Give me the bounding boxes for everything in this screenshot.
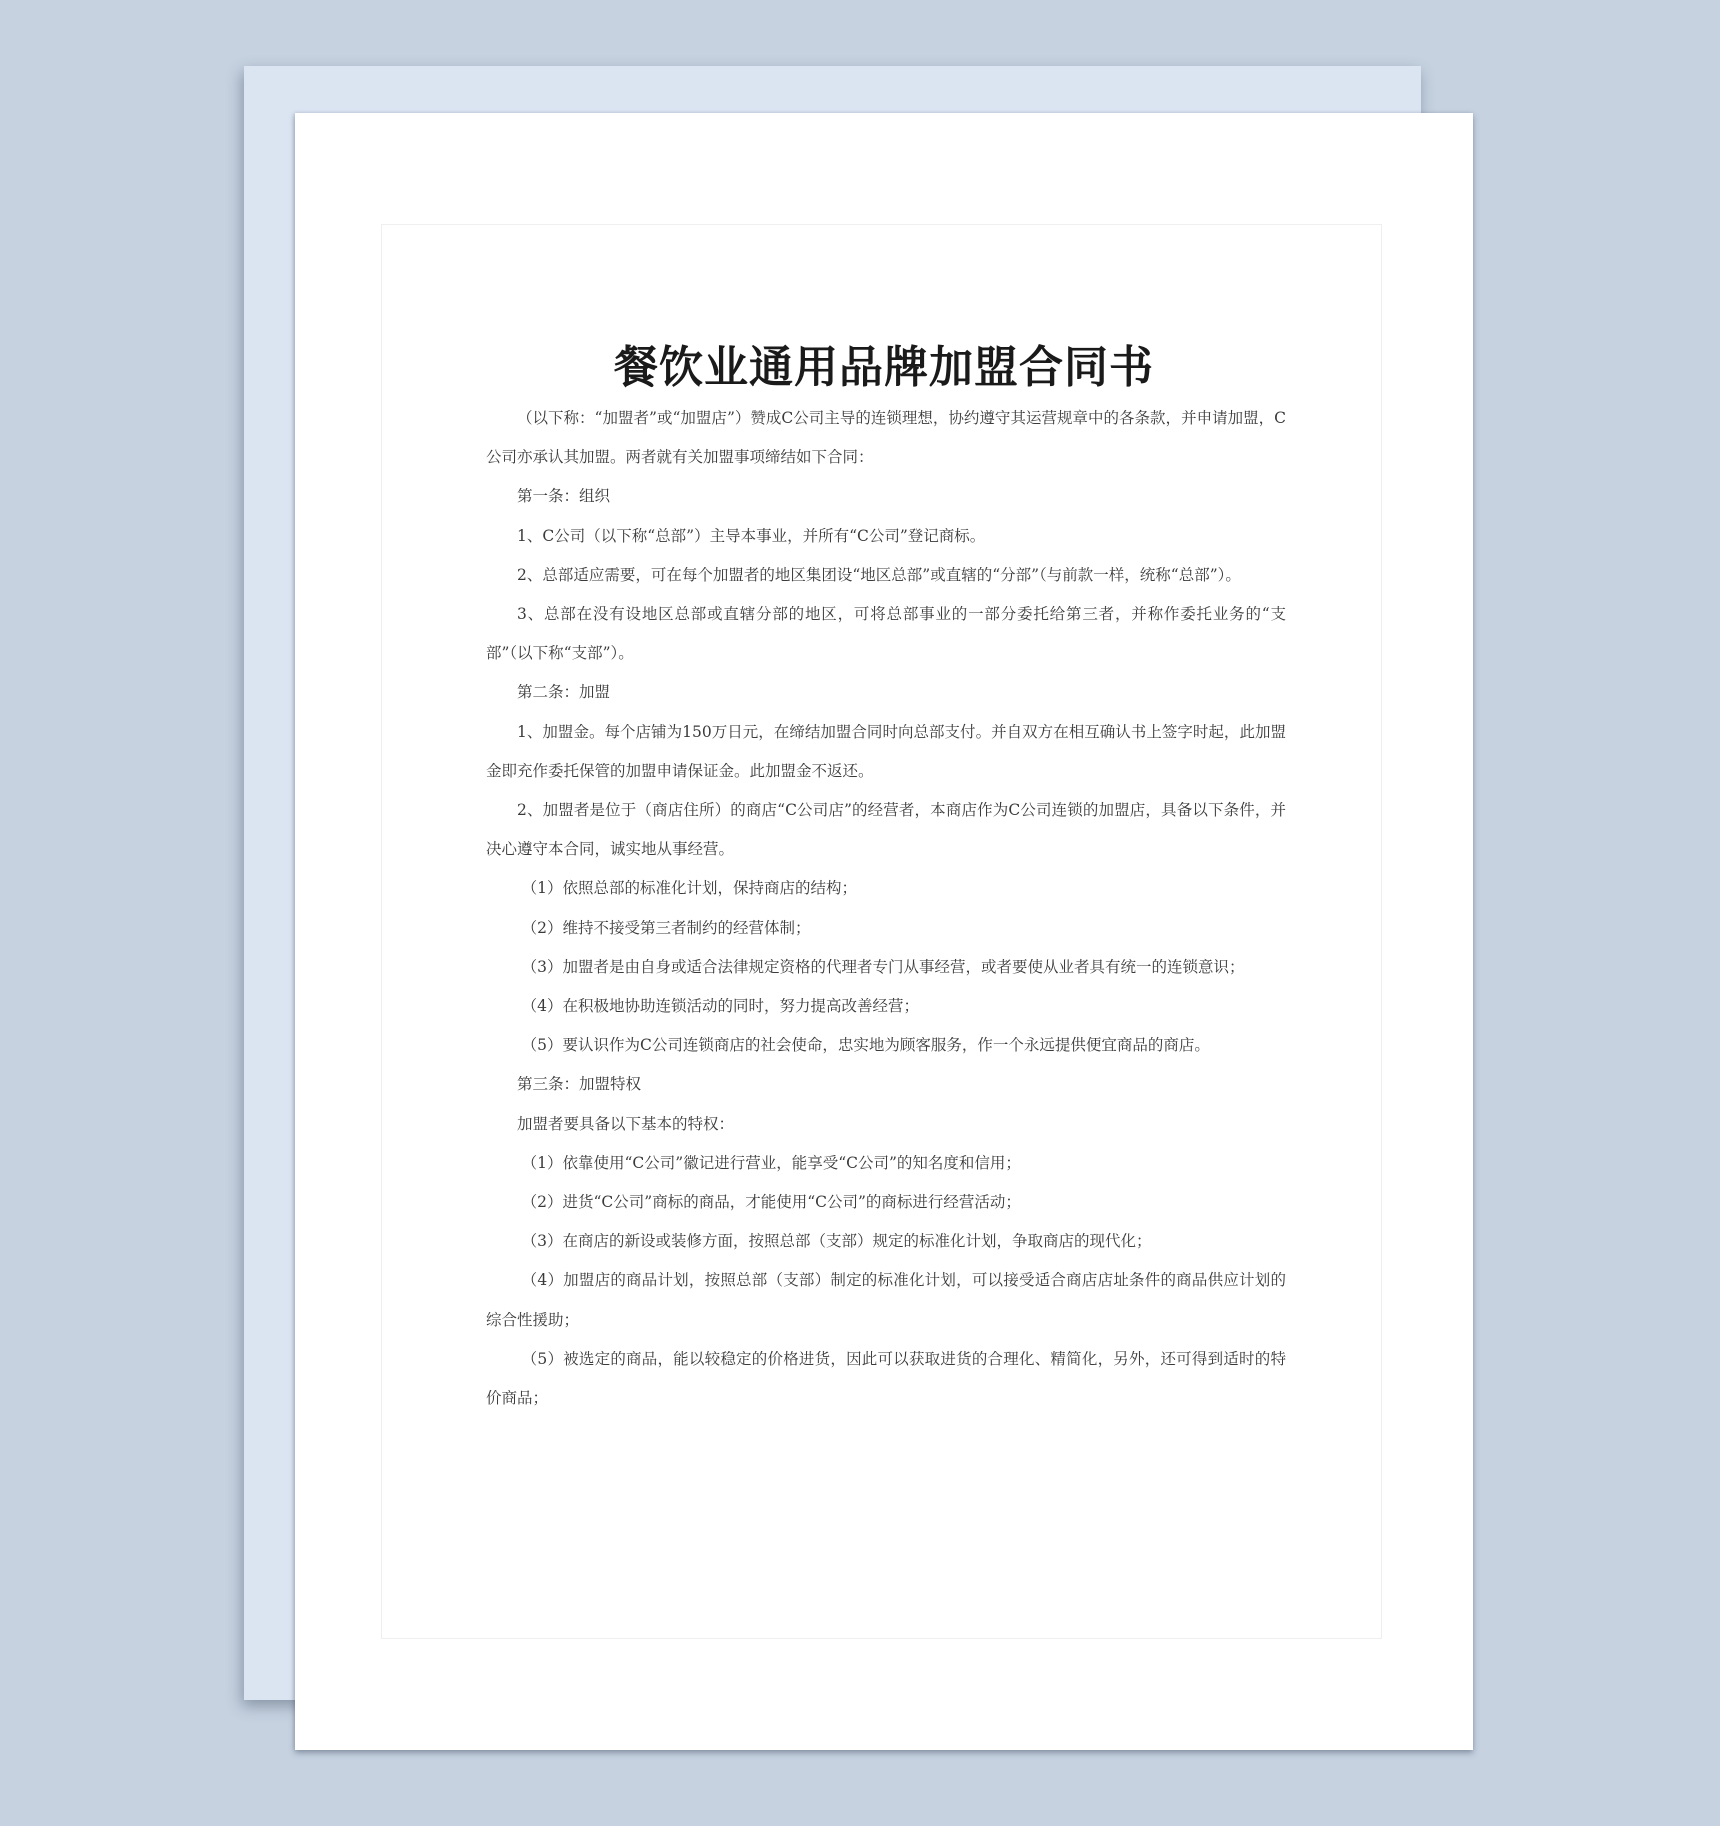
article-1-clause-3: 3、总部在没有设地区总部或直辖分部的地区，可将总部事业的一部分委托给第三者，并称作委托业务的“支部”（以下称“支部”）。 <box>486 605 1286 663</box>
article-2-condition-2: （2）维持不接受第三者制约的经营体制； <box>521 918 811 937</box>
article-3-privilege-2: （2）进货“C公司”商标的商品，才能使用“C公司”的商标进行经营活动； <box>521 1193 1021 1212</box>
article-3-privilege-1: （1）依靠使用“C公司”徽记进行营业，能享受“C公司”的知名度和信用； <box>521 1153 1021 1172</box>
article-3-privilege-3: （3）在商店的新设或装修方面，按照总部（支部）规定的标准化计划，争取商店的现代化； <box>521 1232 1152 1251</box>
article-2-condition-1: （1）依照总部的标准化计划，保持商店的结构； <box>521 879 858 898</box>
article-3-intro: 加盟者要具备以下基本的特权： <box>517 1114 735 1133</box>
article-2-clause-2: 2、加盟者是位于（商店住所）的商店“C公司店”的经营者，本商店作为C公司连锁的加盟店，具备以下条件，并决心遵守本合同，诚实地从事经营。 <box>486 801 1286 859</box>
document-body <box>486 399 1286 1418</box>
document-title: 餐饮业通用品牌加盟合同书 <box>614 342 1154 393</box>
article-1-clause-2: 2、总部适应需要，可在每个加盟者的地区集团设“地区总部”或直辖的“分部”（与前款一样，统称“总部”）。 <box>517 565 1241 584</box>
intro-paragraph: （以下称：“加盟者”或“加盟店”）赞成C公司主导的连锁理想，协约遵守其运营规章中的各条款，并申请加盟，C公司亦承认其加盟。两者就有关加盟事项缔结如下合同： <box>486 409 1286 467</box>
article-3-privilege-5: （5）被选定的商品，能以较稳定的价格进货，因此可以获取进货的合理化、精简化，另外，还可得到适时的特价商品； <box>486 1349 1286 1408</box>
article-1-clause-1: 1、C公司（以下称“总部”）主导本事业，并所有“C公司”登记商标。 <box>517 526 986 545</box>
document-page <box>295 113 1473 1750</box>
article-3-heading: 第三条：加盟特权 <box>517 1075 642 1094</box>
article-1-heading: 第一条：组织 <box>517 487 611 506</box>
article-2-clause-1: 1、加盟金。每个店铺为150万日元，在缔结加盟合同时向总部支付。并自双方在相互确认书上签字时起，此加盟金即充作委托保管的加盟申请保证金。此加盟金不返还。 <box>486 722 1286 780</box>
article-2-condition-3: （3）加盟者是由自身或适合法律规定资格的代理者专门从事经营，或者要使从业者具有统一的连锁意识； <box>521 957 1245 976</box>
article-2-condition-5: （5）要认识作为C公司连锁商店的社会使命，忠实地为顾客服务，作一个永远提供便宜商品的商店。 <box>521 1036 1210 1055</box>
article-3-privilege-4: （4）加盟店的商品计划，按照总部（支部）制定的标准化计划，可以接受适合商店店址条件的商品供应计划的综合性援助； <box>486 1271 1286 1329</box>
article-2-condition-4: （4）在积极地协助连锁活动的同时，努力提高改善经营； <box>521 997 920 1016</box>
article-2-heading: 第二条：加盟 <box>517 683 611 702</box>
